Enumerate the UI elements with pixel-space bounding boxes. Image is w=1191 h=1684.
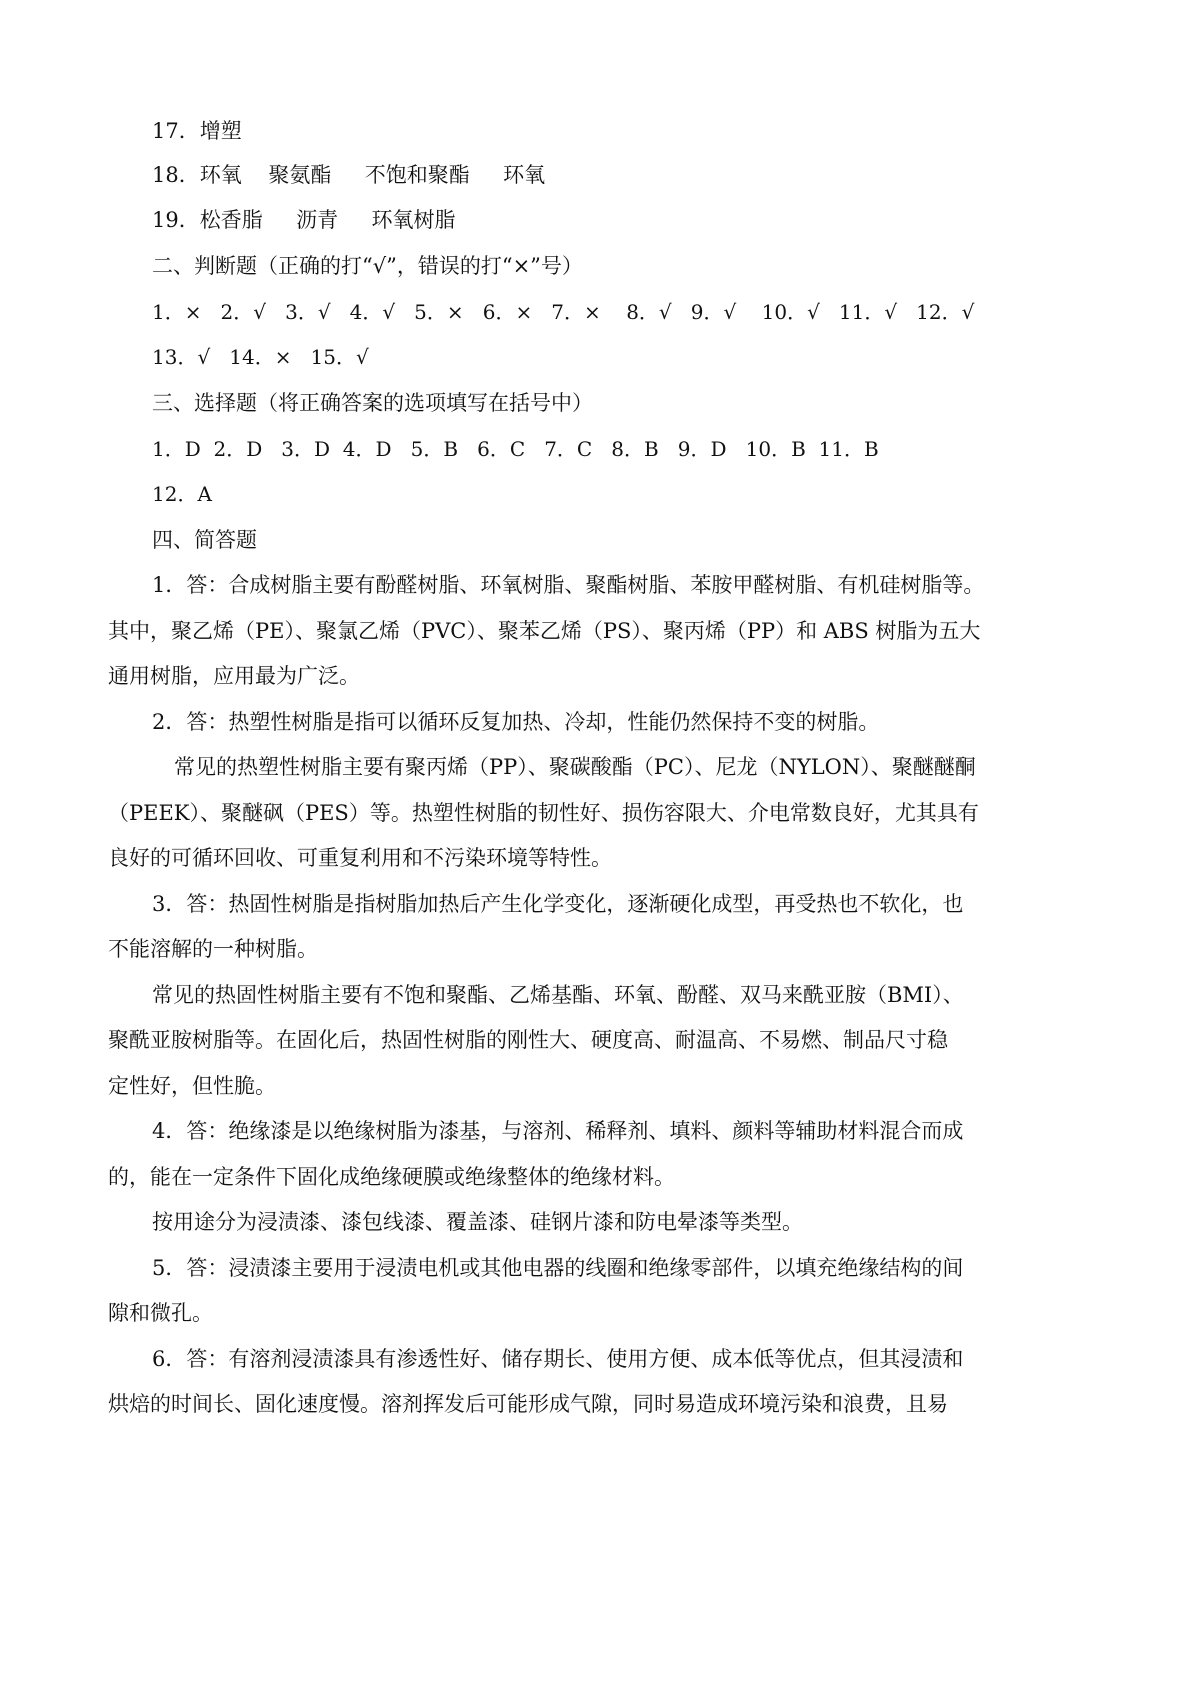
answer-3-line-5: 定性好，但性脆。: [108, 1074, 276, 1098]
answer-1-line-3: 通用树脂，应用最为广泛。: [108, 664, 360, 688]
answer-19: 19．松香脂 沥青 环氧树脂: [152, 208, 456, 232]
answer-2-line-1: 2．答：热塑性树脂是指可以循环反复加热、冷却，性能仍然保持不变的树脂。: [152, 710, 880, 734]
answer-3-line-4: 聚酰亚胺树脂等。在固化后，热固性树脂的刚性大、硬度高、耐温高、不易燃、制品尺寸稳: [108, 1028, 948, 1052]
answer-3-line-1: 3．答：热固性树脂是指树脂加热后产生化学变化，逐渐硬化成型，再受热也不软化，也: [152, 892, 964, 916]
answer-3-line-2: 不能溶解的一种树脂。: [108, 937, 318, 961]
answer-6-line-2: 烘焙的时间长、固化速度慢。溶剂挥发后可能形成气隙，同时易造成环境污染和浪费，且易: [108, 1392, 948, 1416]
answer-4-line-2: 的，能在一定条件下固化成绝缘硬膜或绝缘整体的绝缘材料。: [108, 1165, 675, 1189]
answer-2-line-4: 良好的可循环回收、可重复利用和不污染环境等特性。: [108, 846, 612, 870]
section-2-answers-row-1: 1．× 2．√ 3．√ 4．√ 5．× 6．× 7．× 8．√ 9．√ 10．√ 11．√ 12．√: [152, 300, 975, 324]
answer-1-line-2: 其中，聚乙烯（PE）、聚氯乙烯（PVC）、聚苯乙烯（PS）、聚丙烯（PP）和 ABS 树脂为五大: [108, 619, 981, 643]
section-2-answers-row-2: 13．√ 14．× 15．√: [152, 345, 369, 369]
section-2-title: 二、判断题（正确的打“√”，错误的打“×”号）: [152, 254, 583, 278]
answer-2-line-3: （PEEK）、聚醚砜（PES）等。热塑性树脂的韧性好、损伤容限大、介电常数良好，尤其具有: [108, 801, 979, 825]
answer-6-line-1: 6．答：有溶剂浸渍漆具有渗透性好、储存期长、使用方便、成本低等优点，但其浸渍和: [152, 1347, 964, 1371]
answer-2-line-2: 常见的热塑性树脂主要有聚丙烯（PP）、聚碳酸酯（PC）、尼龙（NYLON）、聚醚醚酮: [174, 755, 976, 779]
answer-1-line-1: 1．答：合成树脂主要有酚醛树脂、环氧树脂、聚酯树脂、苯胺甲醛树脂、有机硅树脂等。: [152, 573, 985, 597]
answer-18: 18．环氧 聚氨酯 不饱和聚酯 环氧: [152, 163, 546, 187]
answer-17: 17．增塑: [152, 119, 242, 143]
section-3-title: 三、选择题（将正确答案的选项填写在括号中）: [152, 391, 593, 415]
answer-5-line-2: 隙和微孔。: [108, 1301, 213, 1325]
section-4-title: 四、简答题: [152, 528, 257, 552]
answer-5-line-1: 5．答：浸渍漆主要用于浸渍电机或其他电器的线圈和绝缘零部件，以填充绝缘结构的间: [152, 1256, 964, 1280]
answer-4-line-3: 按用途分为浸渍漆、漆包线漆、覆盖漆、硅钢片漆和防电晕漆等类型。: [152, 1210, 803, 1234]
section-3-answers-row-2: 12．A: [152, 482, 212, 506]
answer-4-line-1: 4．答：绝缘漆是以绝缘树脂为漆基，与溶剂、稀释剂、填料、颜料等辅助材料混合而成: [152, 1119, 964, 1143]
answer-3-line-3: 常见的热固性树脂主要有不饱和聚酯、乙烯基酯、环氧、酚醛、双马来酰亚胺（BMI）、: [152, 983, 964, 1007]
section-3-answers-row-1: 1．D 2．D 3．D 4．D 5．B 6．C 7．C 8．B 9．D 10．B 11．B: [152, 437, 879, 461]
